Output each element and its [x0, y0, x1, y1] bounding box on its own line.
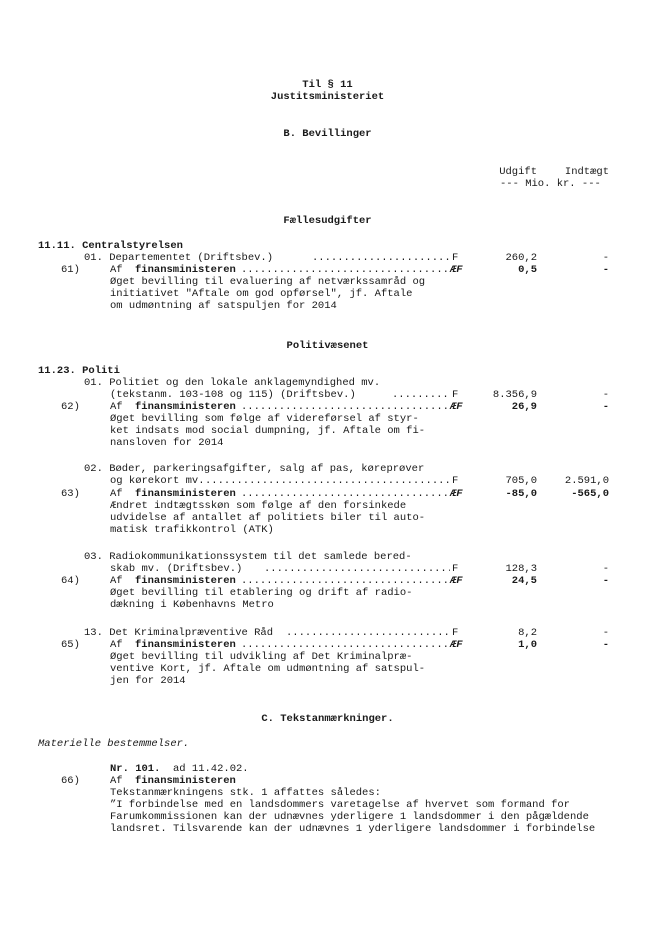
entry-number: 66) — [61, 775, 80, 787]
entry-by: finansministeren — [135, 264, 236, 276]
leader-dots — [241, 639, 449, 651]
nr-label: Nr. 101. — [110, 763, 161, 775]
entry-desc-line: udvidelse af antallet af politiets biler til auto- — [110, 512, 426, 524]
section-c-title: C. Tekstanmærkninger. — [261, 713, 394, 725]
leader-dots — [241, 488, 449, 500]
entry-prefix: Af — [110, 488, 123, 500]
entry-desc-line: matisk trafikkontrol (ATK) — [110, 524, 274, 536]
entry-desc-line: Øget bevilling til evaluering af netværkssamråd og — [110, 276, 426, 288]
item-indtaegt: - — [602, 563, 609, 575]
col-indtaegt: Indtægt — [564, 166, 609, 178]
entry-prefix: Af — [110, 401, 123, 413]
account-title: 11.11. Centralstyrelsen — [38, 240, 183, 252]
entry-code: ÆF — [450, 264, 463, 276]
item-indtaegt: - — [602, 627, 609, 639]
entry-by: finansministeren — [135, 488, 236, 500]
item-indtaegt: - — [602, 389, 609, 401]
item-udgift: 705,0 — [505, 475, 537, 487]
item-udgift: 260,2 — [505, 252, 537, 264]
item-indtaegt: 2.591,0 — [564, 475, 609, 487]
item-code: F — [452, 252, 459, 264]
item-text: 02. Bøder, parkeringsafgifter, salg af pas, køreprøver — [84, 463, 425, 475]
leader-dots — [286, 627, 450, 639]
entry-desc-line: ket indsats mod social dumpning, jf. Aftale om fi- — [110, 425, 426, 437]
entry-code: ÆF — [450, 401, 463, 413]
entry-udgift: 26,9 — [511, 401, 537, 413]
entry-code: ÆF — [450, 639, 463, 651]
entry-text-line: Tekstanmærkningens stk. 1 affattes således: — [110, 787, 381, 799]
header-ministry: Justitsministeriet — [270, 91, 385, 103]
leader-dots — [241, 401, 449, 413]
nr-ref: ad 11.42.02. — [173, 763, 249, 775]
leader-dots — [241, 575, 449, 587]
entry-code: ÆF — [450, 488, 463, 500]
entry-desc-line: nansloven for 2014 — [110, 437, 224, 449]
leader-dots — [241, 264, 449, 276]
entry-by: finansministeren — [135, 575, 236, 587]
entry-indtaegt: - — [602, 401, 609, 413]
entry-prefix: Af — [110, 575, 123, 587]
entry-text-line: Farumkommissionen kan der udnævnes yderligere 1 landsdommer i den pågældende — [110, 811, 589, 823]
entry-desc-line: jen for 2014 — [110, 675, 186, 687]
group-title-politivaesenet: Politivæsenet — [286, 340, 369, 352]
leader-dots — [264, 563, 450, 575]
entry-prefix: Af — [110, 264, 123, 276]
entry-by: finansministeren — [135, 401, 236, 413]
entry-desc-line: Øget bevilling som følge af videreførsel af styr- — [110, 413, 419, 425]
item-text: skab mv. (Driftsbev.) — [110, 563, 243, 575]
header-section-ref: Til § 11 — [302, 79, 353, 91]
entry-indtaegt: - — [602, 575, 609, 587]
item-text: 13. Det Kriminalpræventive Råd — [84, 627, 274, 639]
entry-indtaegt: -565,0 — [571, 488, 609, 500]
leader-dots — [312, 252, 450, 264]
item-code: F — [452, 627, 459, 639]
item-code: F — [452, 475, 459, 487]
item-text: 03. Radiokommunikationssystem til det samlede bered- — [84, 551, 412, 563]
entry-number: 64) — [61, 575, 80, 587]
entry-desc-line: initiativet "Aftale om god opførsel", jf. Aftale — [110, 288, 413, 300]
entry-number: 65) — [61, 639, 80, 651]
materielle-heading: Materielle bestemmelser. — [38, 738, 190, 750]
item-code: F — [452, 563, 459, 575]
entry-text-line: landsret. Tilsvarende kan der udnævnes 1 yderligere landsdommer i forbindelse — [110, 823, 596, 835]
entry-desc-line: ventive Kort, jf. Aftale om udmøntning af satspul- — [110, 663, 426, 675]
entry-indtaegt: - — [602, 639, 609, 651]
entry-desc-line: dækning i Københavns Metro — [110, 599, 274, 611]
item-indtaegt: - — [602, 252, 609, 264]
entry-indtaegt: - — [602, 264, 609, 276]
entry-udgift: 0,5 — [518, 264, 537, 276]
entry-desc-line: Øget bevilling til udvikling af Det Kriminalpræ- — [110, 651, 413, 663]
leader-dots — [205, 475, 450, 487]
entry-desc-line: om udmøntning af satspuljen for 2014 — [110, 300, 337, 312]
item-udgift: 8.356,9 — [492, 389, 537, 401]
item-code: F — [452, 389, 459, 401]
group-title-faellesudgifter: Fællesudgifter — [283, 215, 372, 227]
entry-prefix: Af — [110, 639, 123, 651]
entry-number: 63) — [61, 488, 80, 500]
entry-udgift: 24,5 — [511, 575, 537, 587]
entry-by: finansministeren — [135, 775, 236, 787]
item-text: 01. Politiet og den lokale anklagemyndighed mv. — [84, 377, 381, 389]
entry-number: 61) — [61, 264, 80, 276]
entry-code: ÆF — [450, 575, 463, 587]
entry-desc-line: Ændret indtægtsskøn som følge af den forsinkede — [110, 500, 407, 512]
entry-prefix: Af — [110, 775, 123, 787]
item-udgift: 8,2 — [518, 627, 537, 639]
col-udgift: Udgift — [499, 166, 537, 178]
entry-by: finansministeren — [135, 639, 236, 651]
entry-number: 62) — [61, 401, 80, 413]
section-b-title: B. Bevillinger — [283, 128, 372, 140]
item-text: (tekstanm. 103-108 og 115) (Driftsbev.) — [110, 389, 356, 401]
entry-udgift: 1,0 — [518, 639, 537, 651]
item-text: og kørekort mv. — [110, 475, 205, 487]
item-text: 01. Departementet (Driftsbev.) — [84, 252, 274, 264]
leader-dots — [392, 389, 450, 401]
entry-udgift: -85,0 — [505, 488, 537, 500]
entry-text-line: ”I forbindelse med en landsdommers varetagelse af hvervet som formand for — [110, 799, 570, 811]
account-title: 11.23. Politi — [38, 365, 120, 377]
entry-desc-line: Øget bevilling til etablering og drift af radio- — [110, 587, 413, 599]
col-unit: --- Mio. kr. --- — [500, 178, 601, 190]
item-udgift: 128,3 — [505, 563, 537, 575]
